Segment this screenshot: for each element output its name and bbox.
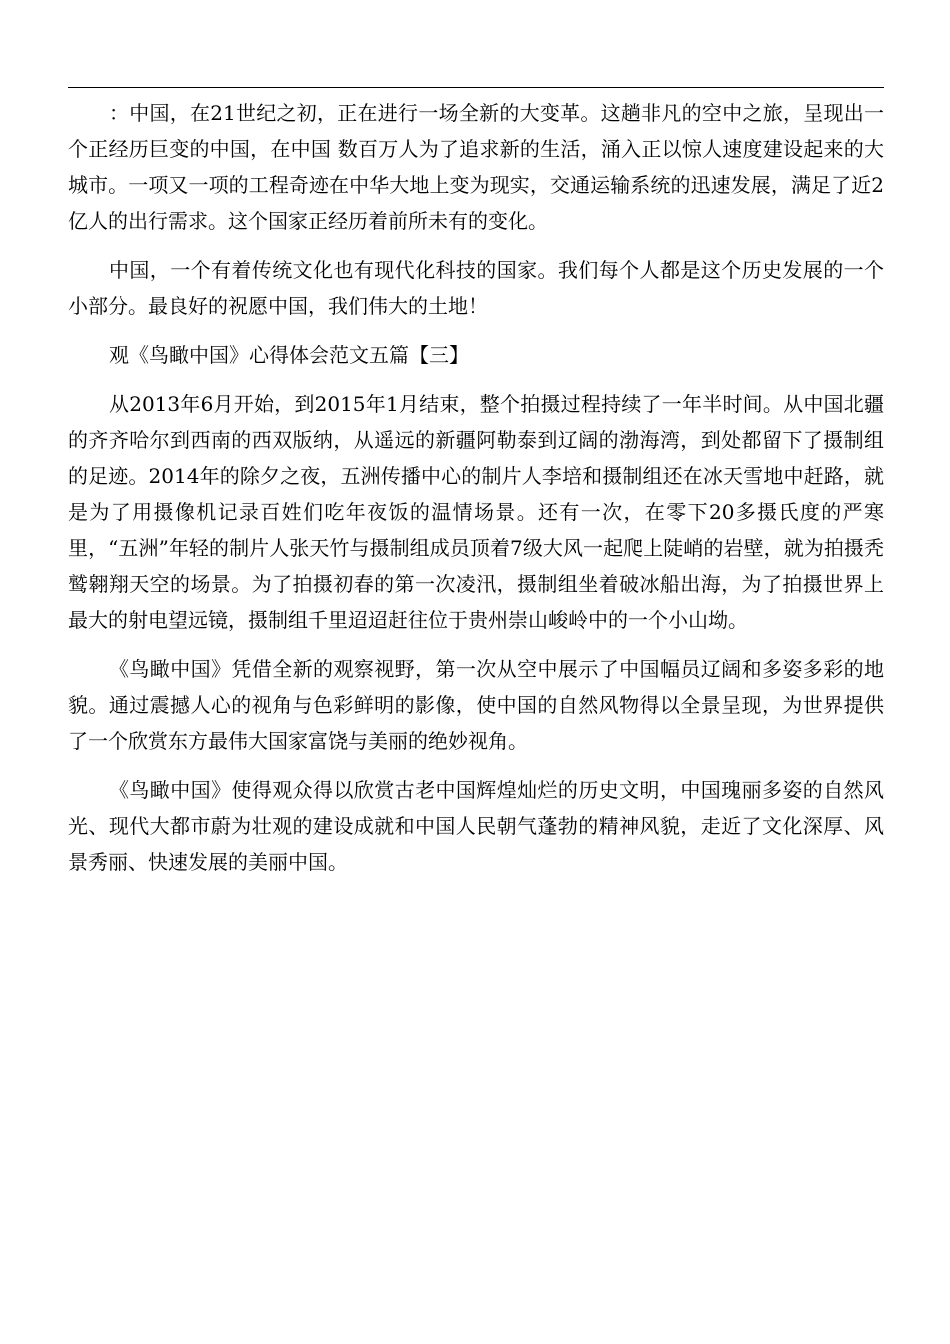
document-body xyxy=(68,95,884,893)
header-rule xyxy=(68,87,884,88)
paragraph-civilization: 《鸟瞰中国》使得观众得以欣赏古老中国辉煌灿烂的历史文明，中国瑰丽多姿的自然风光、现代大都市蔚为壮观的建设成就和中国人民朝气蓬勃的精神风貌，走近了文化深厚、风景秀丽、快速发展的美丽中国。 xyxy=(68,778,884,874)
paragraph-wishes: 中国，一个有着传统文化也有现代化科技的国家。我们每个人都是这个历史发展的一个小部分。最良好的祝愿中国，我们伟大的土地！ xyxy=(68,258,884,318)
paragraph-intro: ：中国，在21世纪之初，正在进行一场全新的大变革。这趟非凡的空中之旅，呈现出一个正经历巨变的中国，在中国 数百万人为了追求新的生活，涌入正以惊人速度建设起来的大城市。一项又一项的工程奇迹在中华大地上变为现实，交通运输系统的迅速发展，满足了近2亿人的出行需求。这个国家正经历着前所未有的变化。 xyxy=(68,101,884,233)
paragraph-perspective: 《鸟瞰中国》凭借全新的观察视野，第一次从空中展示了中国幅员辽阔和多姿多彩的地貌。通过震撼人心的视角与色彩鲜明的影像，使中国的自然风物得以全景呈现，为世界提供了一个欣赏东方最伟大国家富饶与美丽的绝妙视角。 xyxy=(68,657,884,753)
section-heading: 观《鸟瞰中国》心得体会范文五篇【三】 xyxy=(109,343,469,367)
paragraph-filming: 从2013年6月开始，到2015年1月结束，整个拍摄过程持续了一年半时间。从中国北疆的齐齐哈尔到西南的西双版纳，从遥远的新疆阿勒泰到辽阔的渤海湾，到处都留下了摄制组的足迹。2014年的除夕之夜，五洲传播中心的制片人李培和摄制组还在冰天雪地中赶路，就是为了用摄像机记录百姓们吃年夜饭的温情场景。还有一次，在零下20多摄氏度的严寒里，“五洲”年轻的制片人张天竹与摄制组成员顶着7级大风一起爬上陡峭的岩壁，就为拍摄秃鹫翱翔天空的场景。为了拍摄初春的第一次凌汛，摄制组坐着破冰船出海，为了拍摄世界上最大的射电望远镜，摄制组千里迢迢赶往位于贵州崇山峻岭中的一个小山坳。 xyxy=(68,392,884,632)
